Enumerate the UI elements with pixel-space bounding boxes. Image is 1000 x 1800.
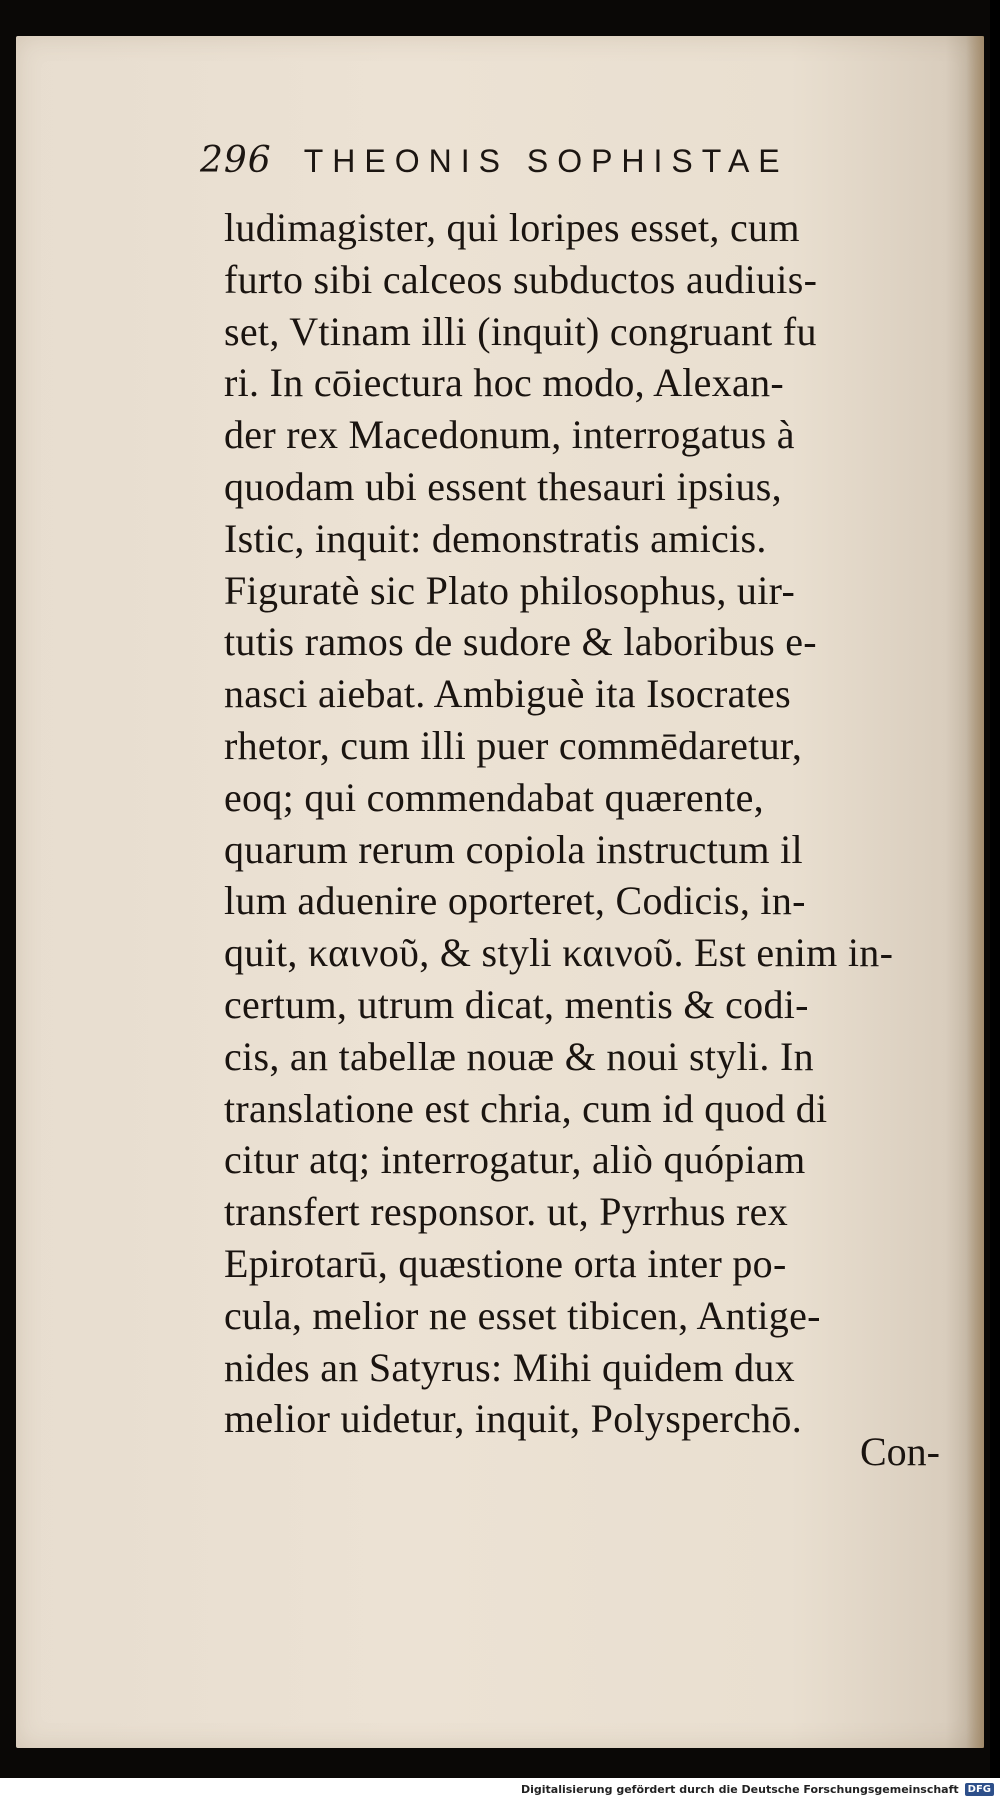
text-line: melior uidetur, inquit, Polysperchō. xyxy=(224,1396,803,1442)
page-edge-shadow xyxy=(966,36,984,1748)
running-title: THEONIS SOPHISTAE xyxy=(303,143,789,179)
text-line: furto sibi calceos subductos audiuis- xyxy=(224,256,818,302)
text-line: ludimagister, qui loripes esset, cum xyxy=(224,205,800,250)
text-line: ri. In cōiectura hoc modo, Alexan- xyxy=(224,360,785,406)
text-line: lum aduenire oporteret, Codicis, in- xyxy=(224,878,806,924)
footer-credit: Digitalisierung gefördert durch die Deutsche Forschungsgemeinschaft xyxy=(520,1782,959,1796)
text-line: tutis ramos de sudore & laboribus e- xyxy=(224,619,817,665)
text-line: rhetor, cum illi puer commēdaretur, xyxy=(224,722,803,768)
text-line: nasci aiebat. Ambiguè ita Isocrates xyxy=(224,671,791,717)
text-line: cula, melior ne esset tibicen, Antige- xyxy=(224,1292,821,1338)
text-line: certum, utrum dicat, mentis & codi- xyxy=(224,981,809,1027)
text-line: transfert responsor. ut, Pyrrhus rex xyxy=(224,1189,789,1235)
text-line: der rex Macedonum, interrogatus à xyxy=(224,412,795,458)
text-line: translatione est chria, cum id quod di xyxy=(224,1085,828,1131)
digitization-footer xyxy=(0,1778,1000,1800)
text-line: quodam ubi essent thesauri ipsius, xyxy=(224,463,782,509)
body-text xyxy=(224,202,924,1445)
dfg-logo: DFG xyxy=(965,1783,994,1796)
text-line: cis, an tabellæ nouæ & noui styli. In xyxy=(224,1033,814,1079)
page-number: 296 xyxy=(200,140,272,181)
text-line: quarum rerum copiola instructum il xyxy=(224,826,803,872)
text-line: Epirotarū, quæstione orta inter po- xyxy=(224,1240,787,1286)
text-line: set, Vtinam illi (inquit) congruant fu xyxy=(224,308,817,354)
text-line: citur atq; interrogatur, aliò quópiam xyxy=(224,1137,806,1183)
text-line: nides an Satyrus: Mihi quidem dux xyxy=(224,1344,795,1390)
text-line: Figuratè sic Plato philosophus, uir- xyxy=(224,567,796,613)
text-line: eoq; qui commendabat quærente, xyxy=(224,774,764,820)
running-head xyxy=(200,140,900,181)
text-line: Istic, inquit: demonstratis amicis. xyxy=(224,515,767,561)
catchword: Con- xyxy=(860,1429,940,1474)
text-line: quit, καινοῦ, & styli καινοῦ. Est enim in- xyxy=(224,930,894,976)
